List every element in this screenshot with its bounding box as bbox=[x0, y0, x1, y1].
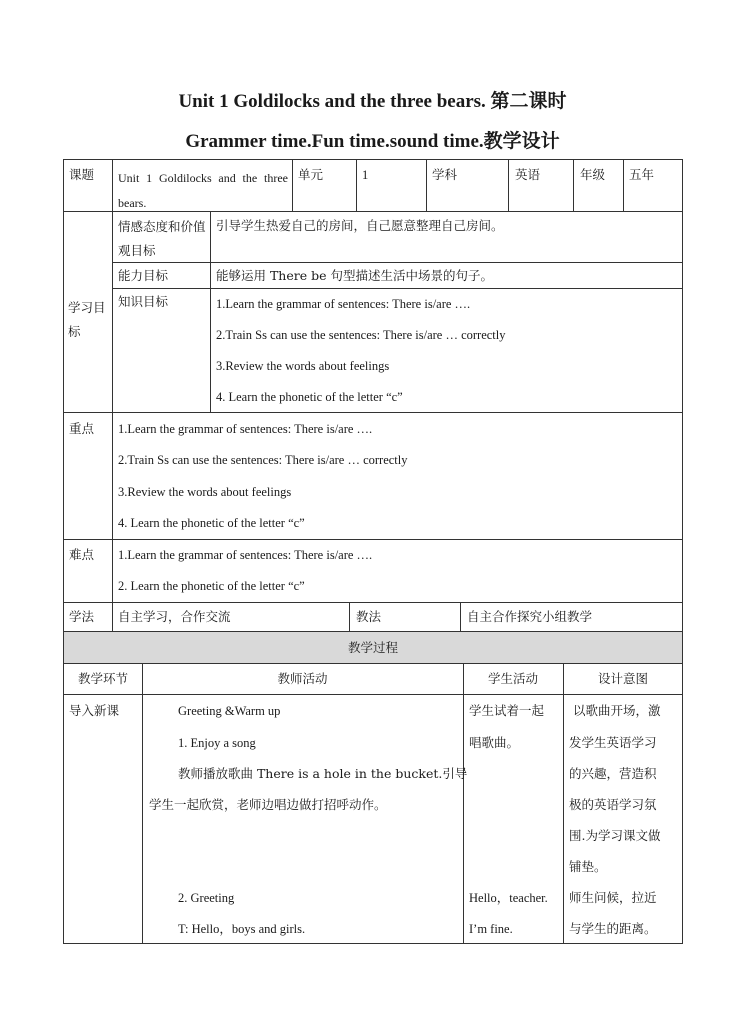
key-point-item: 1.Learn the grammar of sentences: There is/are …. bbox=[118, 422, 373, 436]
teacher-activity-line: 2. Greeting bbox=[178, 891, 235, 905]
key-point-item: 4. Learn the phonetic of the letter “c” bbox=[118, 516, 305, 530]
table-border bbox=[63, 159, 683, 160]
design-intent-line: 发学生英语学习 bbox=[569, 735, 657, 750]
design-intent-line: 以歌曲开场，激 bbox=[569, 703, 661, 718]
table-divider bbox=[112, 412, 113, 602]
unit-value: 1 bbox=[362, 168, 369, 182]
topic-label: 课题 bbox=[69, 167, 95, 182]
key-point-item: 3.Review the words about feelings bbox=[118, 485, 292, 499]
design-intent-line: 的兴趣，营造积 bbox=[569, 766, 657, 781]
subject-value: 英语 bbox=[515, 167, 541, 182]
table-divider bbox=[63, 539, 683, 540]
emotion-text: 引导学生热爱自己的房间，自己愿意整理自己房间。 bbox=[216, 218, 504, 233]
ability-text: 能够运用 There be 句型描述生活中场景的句子。 bbox=[216, 268, 493, 283]
learning-method-value: 自主学习，合作交流 bbox=[118, 609, 231, 624]
table-divider bbox=[460, 602, 461, 631]
table-divider bbox=[623, 159, 624, 211]
key-point-item: 2.Train Ss can use the sentences: There is/are … correctly bbox=[118, 453, 408, 467]
difficult-point-item: 2. Learn the phonetic of the letter “c” bbox=[118, 579, 305, 593]
table-divider bbox=[142, 663, 143, 943]
table-divider bbox=[210, 211, 211, 412]
table-divider bbox=[112, 602, 113, 631]
table-divider bbox=[426, 159, 427, 211]
process-header: 教学过程 bbox=[347, 640, 398, 655]
key-points-label: 重点 bbox=[69, 421, 95, 436]
objectives-label: 学习目标 bbox=[68, 300, 106, 339]
col-student-header: 学生活动 bbox=[487, 671, 538, 686]
table-divider bbox=[63, 602, 683, 603]
document-title: Unit 1 Goldilocks and the three bears. 第二课时 bbox=[178, 91, 567, 112]
design-intent-line: 师生问候，拉近 bbox=[569, 890, 657, 905]
student-activity-line: Hello，teacher. bbox=[469, 891, 548, 905]
knowledge-item: 4. Learn the phonetic of the letter “c” bbox=[216, 390, 403, 404]
table-border bbox=[63, 159, 64, 944]
col-teacher-header: 教师活动 bbox=[277, 671, 328, 686]
knowledge-item: 1.Learn the grammar of sentences: There is/are …. bbox=[216, 297, 471, 311]
difficult-point-item: 1.Learn the grammar of sentences: There is/are …. bbox=[118, 548, 373, 562]
teacher-activity-line: 1. Enjoy a song bbox=[178, 736, 256, 750]
knowledge-item: 3.Review the words about feelings bbox=[216, 359, 390, 373]
table-divider bbox=[356, 159, 357, 211]
knowledge-label: 知识目标 bbox=[118, 294, 169, 309]
table-divider bbox=[349, 602, 350, 631]
table-divider bbox=[112, 288, 683, 289]
difficult-points-label: 难点 bbox=[69, 547, 95, 562]
table-divider bbox=[508, 159, 509, 211]
knowledge-item: 2.Train Ss can use the sentences: There is/are … correctly bbox=[216, 328, 506, 342]
unit-label: 单元 bbox=[298, 167, 324, 182]
design-intent-line: 与学生的距离。 bbox=[569, 921, 657, 936]
table-divider bbox=[463, 663, 464, 943]
student-activity-line: 学生试着一起 bbox=[469, 703, 545, 718]
grade-value: 五年 bbox=[629, 167, 655, 182]
document-subtitle: Grammer time.Fun time.sound time.教学设计 bbox=[185, 131, 560, 152]
grade-label: 年级 bbox=[580, 167, 606, 182]
table-divider bbox=[573, 159, 574, 211]
topic-value: Unit 1 Goldilocks and the three bears. bbox=[118, 171, 288, 210]
col-intent-header: 设计意图 bbox=[597, 671, 648, 686]
subject-label: 学科 bbox=[432, 167, 458, 182]
design-intent-line: 围.为学习课文做 bbox=[569, 828, 661, 843]
ability-label: 能力目标 bbox=[118, 268, 169, 283]
table-divider bbox=[292, 159, 293, 211]
table-divider bbox=[63, 663, 683, 664]
teacher-activity-line: Greeting &Warm up bbox=[178, 704, 281, 718]
table-divider bbox=[563, 663, 564, 943]
teacher-activity-line: T: Hello，boys and girls. bbox=[178, 922, 306, 936]
teacher-activity-line: 学生一起欣赏，老师边唱边做打招呼动作。 bbox=[149, 797, 387, 812]
design-intent-line: 极的英语学习氛 bbox=[569, 797, 657, 812]
student-activity-line: I’m fine. bbox=[469, 922, 513, 936]
teaching-method-value: 自主合作探究小组教学 bbox=[467, 609, 593, 624]
table-divider bbox=[63, 631, 683, 632]
emotion-label: 情感态度和价值观目标 bbox=[118, 219, 206, 258]
table-divider bbox=[63, 412, 683, 413]
table-divider bbox=[112, 159, 113, 211]
learning-method-label: 学法 bbox=[69, 609, 95, 624]
table-border bbox=[682, 159, 683, 944]
table-border bbox=[63, 943, 683, 944]
table-divider bbox=[63, 694, 683, 695]
student-activity-line: 唱歌曲。 bbox=[469, 735, 520, 750]
table-divider bbox=[112, 211, 113, 412]
design-intent-line: 铺垫。 bbox=[569, 859, 607, 874]
stage-name: 导入新课 bbox=[69, 703, 120, 718]
col-stage-header: 教学环节 bbox=[77, 671, 128, 686]
teacher-activity-line: 教师播放歌曲 There is a hole in the bucket.引导 bbox=[178, 766, 468, 781]
teaching-method-label: 教法 bbox=[356, 609, 382, 624]
